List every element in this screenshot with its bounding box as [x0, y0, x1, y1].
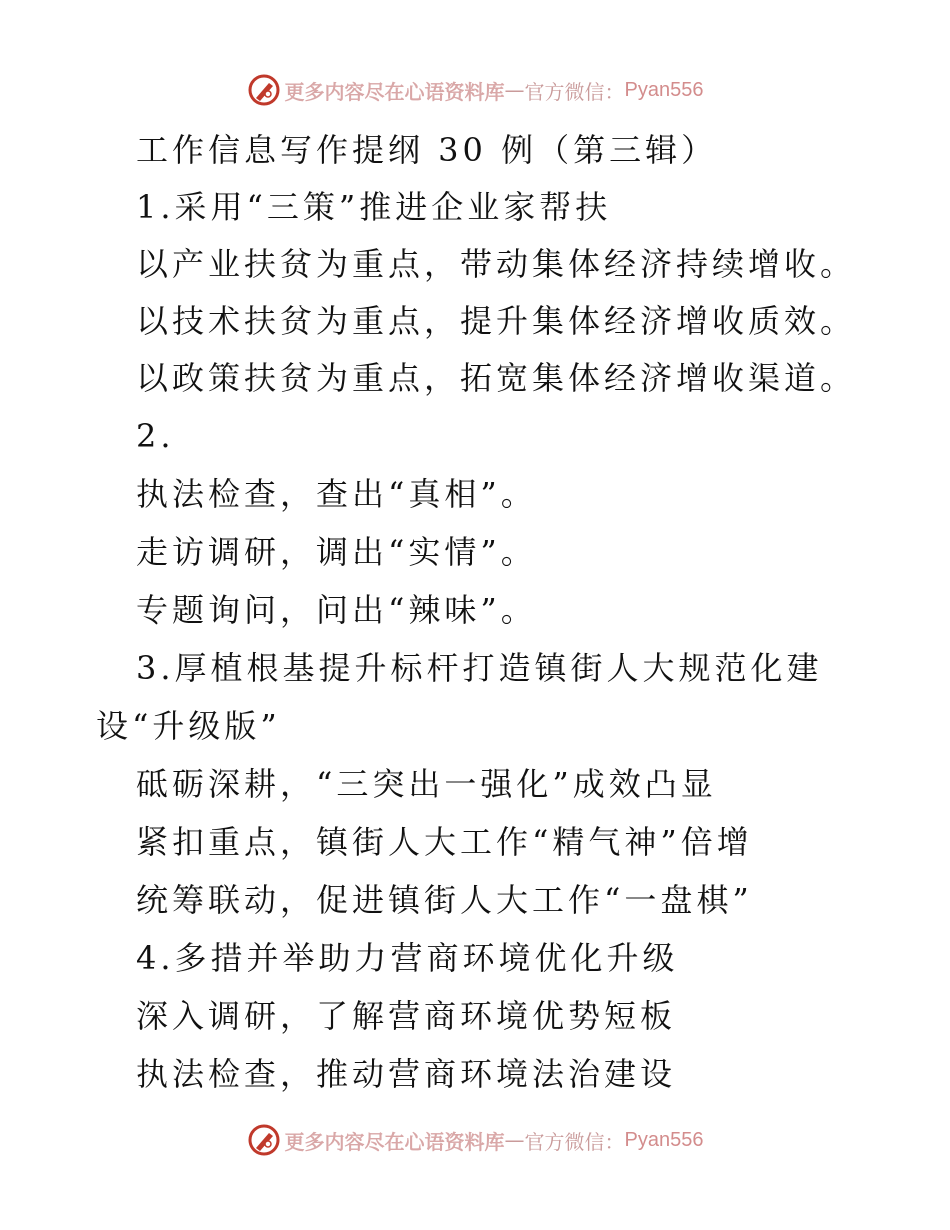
body-line: 统筹联动，促进镇街人大工作“一盘棋” — [136, 881, 753, 919]
body-line: 执法检查，推动营商环境法治建设 — [136, 1055, 677, 1093]
section-heading-1: 1.采用“三策”推进企业家帮扶 — [136, 188, 612, 226]
section-heading-3: 3.厚植根基提升标杆打造镇街人大规范化建 — [136, 649, 823, 687]
body-line: 以政策扶贫为重点，拓宽集体经济增收渠道。 — [136, 359, 857, 397]
watermark-wechat-id: Pyan556 — [624, 78, 704, 101]
body-line: 专题询问，问出“辣味”。 — [136, 591, 537, 629]
body-line: 以产业扶贫为重点，带动集体经济持续增收。 — [136, 245, 857, 283]
body-line: 深入调研，了解营商环境优势短板 — [136, 997, 677, 1035]
watermark-separator: — — [504, 78, 525, 102]
watermark-brand: 更多内容尽在心语资料库 — [284, 1129, 505, 1154]
document-title: 工作信息写作提纲 30 例（第三辑） — [136, 131, 718, 169]
body-line: 砥砺深耕，“三突出一强化”成效凸显 — [136, 765, 717, 803]
pen-logo-icon — [247, 1123, 281, 1157]
header-watermark — [0, 70, 950, 110]
watermark-official-label: 官方微信： — [524, 1129, 625, 1154]
body-line: 执法检查，查出“真相”。 — [136, 475, 537, 513]
body-line: 走访调研，调出“实情”。 — [136, 533, 537, 571]
watermark-official-label: 官方微信： — [524, 79, 625, 104]
section-heading-4: 4.多措并举助力营商环境优化升级 — [136, 939, 679, 977]
pen-logo-icon — [247, 73, 281, 107]
body-line: 紧扣重点，镇街人大工作“精气神”倍增 — [136, 823, 753, 861]
section-heading-2: 2. — [136, 417, 175, 455]
footer-watermark — [0, 1120, 950, 1160]
section-heading-3-continued: 设“升级版” — [96, 707, 281, 745]
watermark-brand: 更多内容尽在心语资料库 — [284, 79, 505, 104]
watermark-separator: — — [504, 1128, 525, 1152]
watermark-wechat-id: Pyan556 — [624, 1128, 704, 1151]
body-line: 以技术扶贫为重点，提升集体经济增收质效。 — [136, 302, 857, 340]
